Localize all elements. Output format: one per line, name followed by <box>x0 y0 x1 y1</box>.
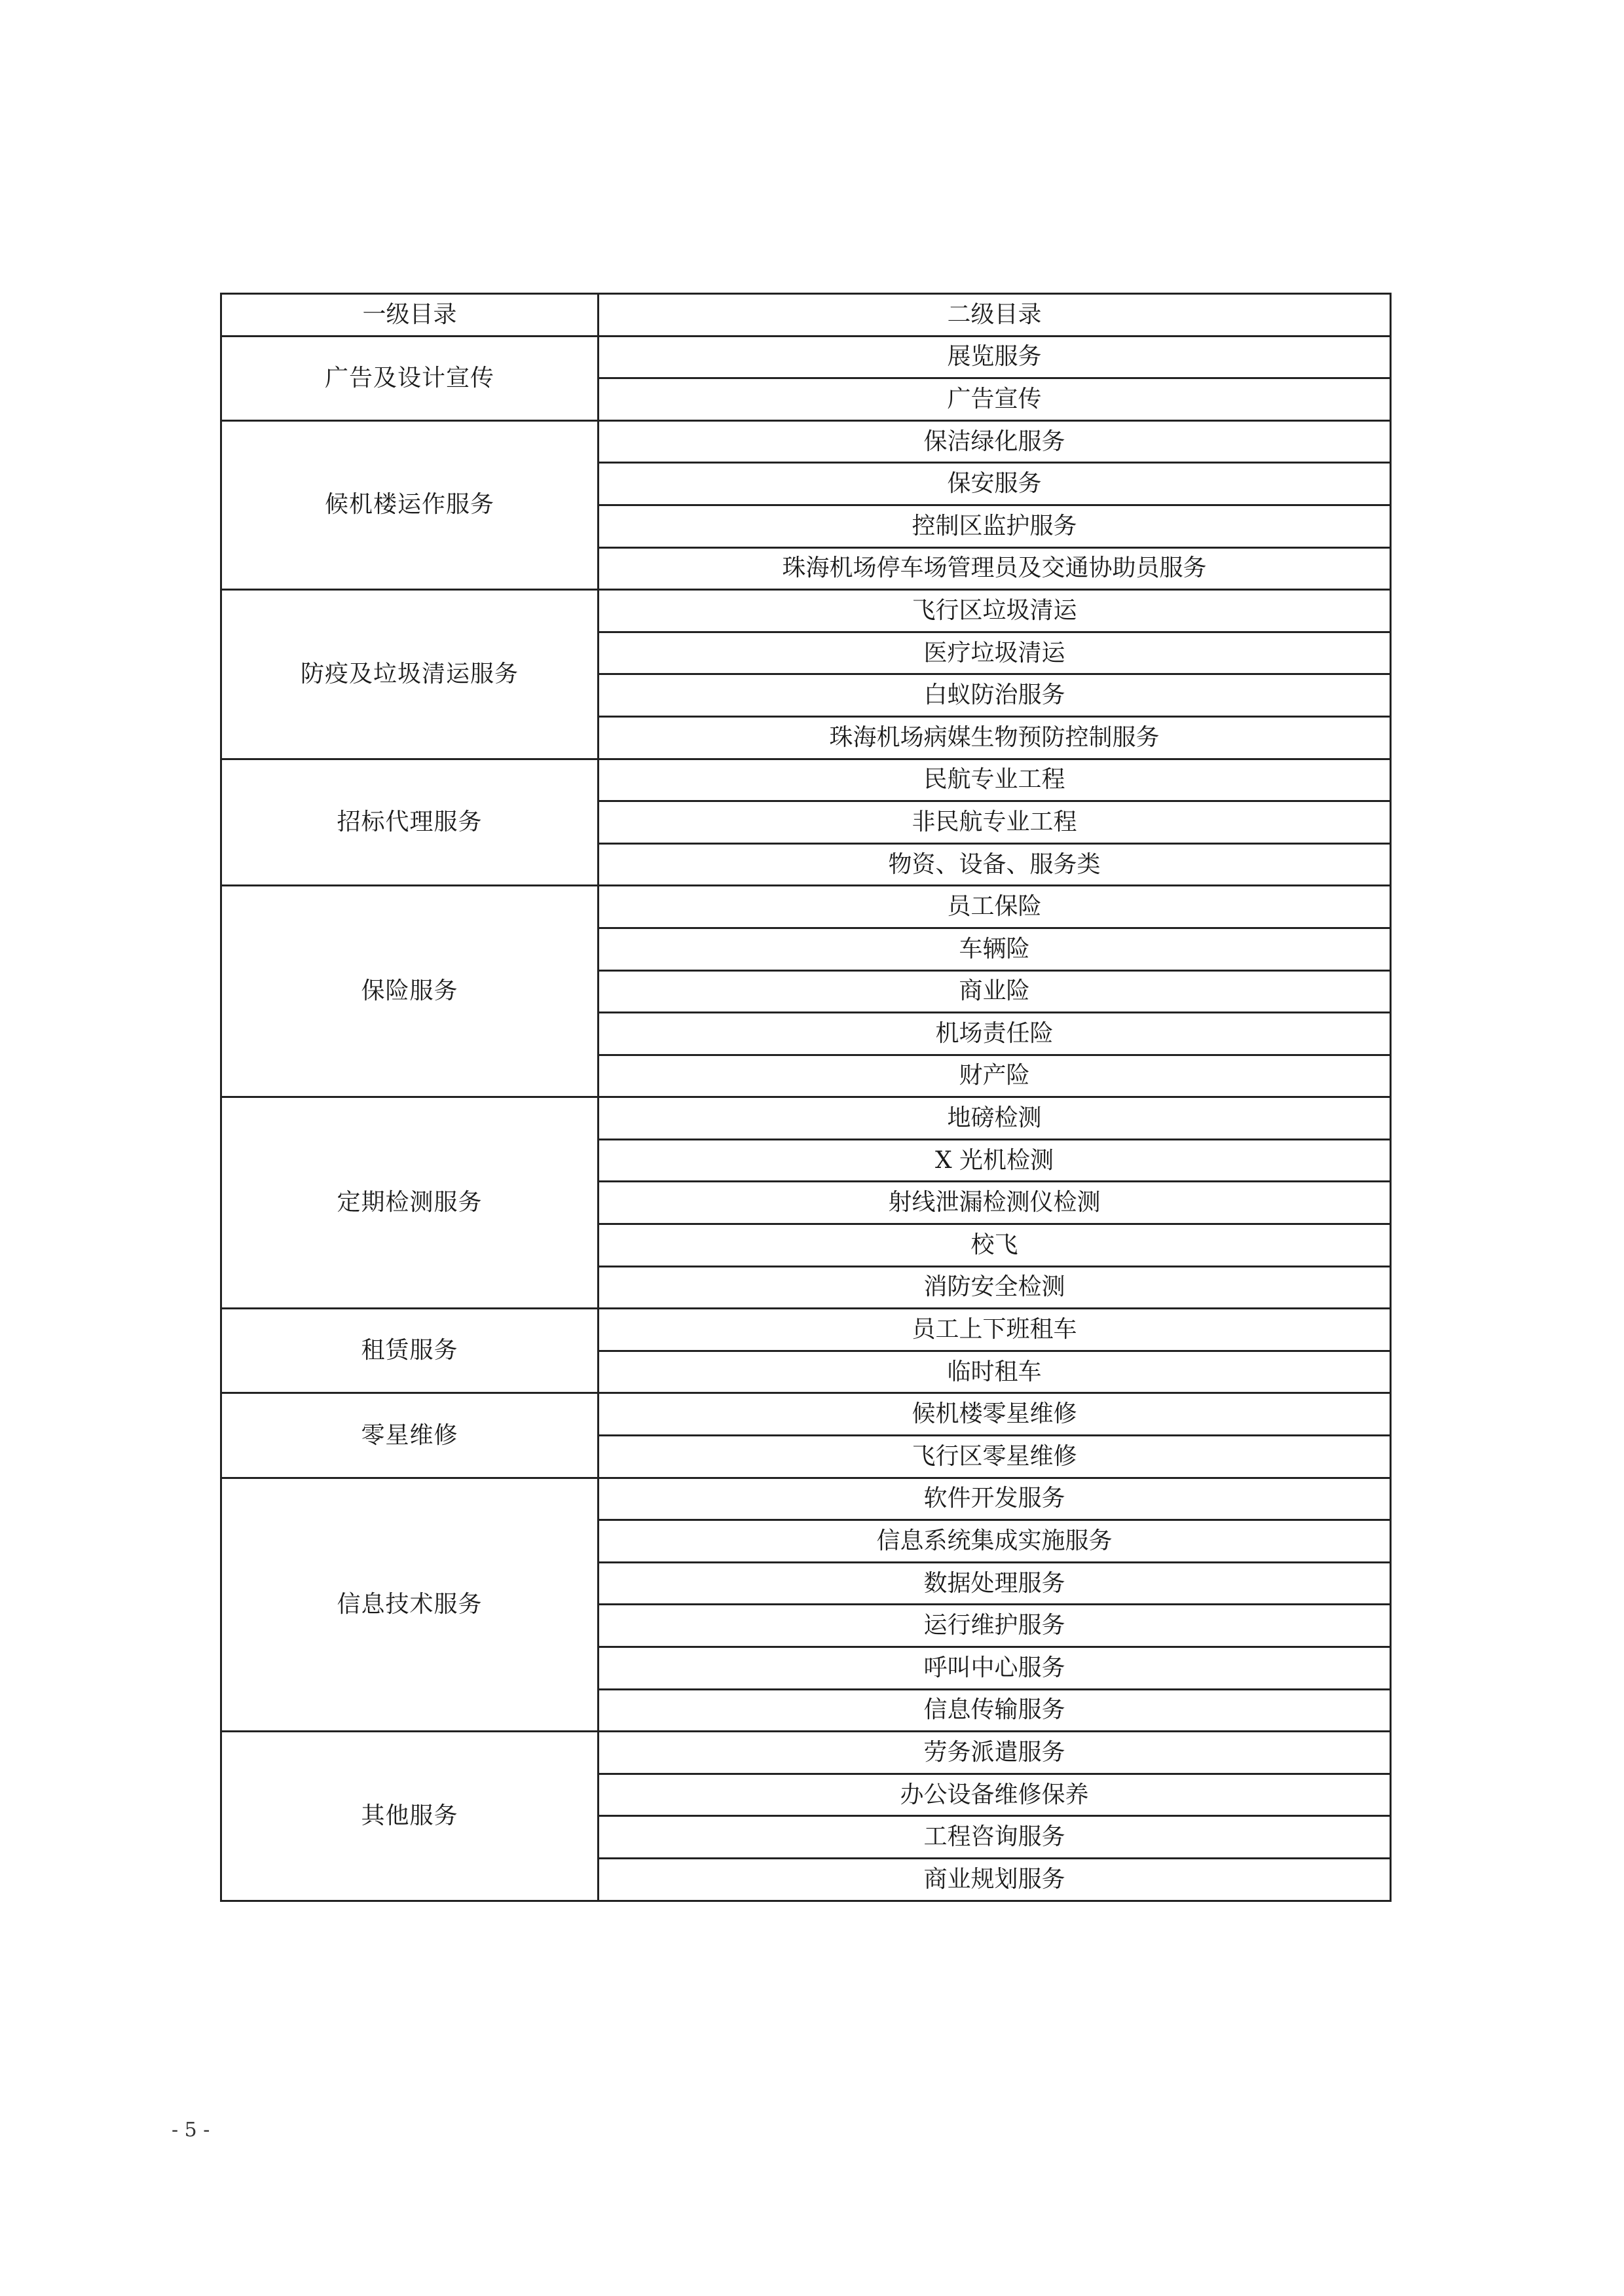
subcategory-cell: 民航专业工程 <box>599 759 1391 801</box>
subcategory-cell: 射线泄漏检测仪检测 <box>599 1182 1391 1224</box>
subcategory-cell: 运行维护服务 <box>599 1605 1391 1647</box>
table-row <box>221 1309 1391 1351</box>
subcategory-cell: 呼叫中心服务 <box>599 1647 1391 1690</box>
category-cell: 保险服务 <box>221 886 599 1097</box>
subcategory-cell: 飞行区垃圾清运 <box>599 590 1391 632</box>
table-row <box>221 1478 1391 1520</box>
subcategory-cell: 白蚁防治服务 <box>599 674 1391 717</box>
table-row <box>221 420 1391 463</box>
subcategory-cell: 员工上下班租车 <box>599 1309 1391 1351</box>
service-catalog-table <box>220 293 1392 1902</box>
category-cell: 候机楼运作服务 <box>221 420 599 589</box>
subcategory-cell: 商业险 <box>599 970 1391 1013</box>
category-cell: 防疫及垃圾清运服务 <box>221 590 599 759</box>
table-row <box>221 1393 1391 1436</box>
category-cell: 其他服务 <box>221 1732 599 1901</box>
subcategory-cell: 非民航专业工程 <box>599 801 1391 844</box>
subcategory-cell: 软件开发服务 <box>599 1478 1391 1520</box>
subcategory-cell: 信息系统集成实施服务 <box>599 1520 1391 1563</box>
category-cell: 定期检测服务 <box>221 1097 599 1309</box>
category-cell: 租赁服务 <box>221 1309 599 1393</box>
header-level2: 二级目录 <box>599 294 1391 337</box>
table-body <box>221 336 1391 1901</box>
subcategory-cell: 医疗垃圾清运 <box>599 632 1391 674</box>
subcategory-cell: 候机楼零星维修 <box>599 1393 1391 1436</box>
subcategory-cell: 财产险 <box>599 1055 1391 1097</box>
table-row <box>221 759 1391 801</box>
subcategory-cell: 办公设备维修保养 <box>599 1774 1391 1816</box>
subcategory-cell: 控制区监护服务 <box>599 505 1391 547</box>
subcategory-cell: 物资、设备、服务类 <box>599 843 1391 886</box>
category-cell: 广告及设计宣传 <box>221 336 599 420</box>
subcategory-cell: 珠海机场病媒生物预防控制服务 <box>599 716 1391 759</box>
page-number: - 5 - <box>172 2119 210 2141</box>
subcategory-cell: 广告宣传 <box>599 378 1391 421</box>
subcategory-cell: 机场责任险 <box>599 1013 1391 1055</box>
table-header-row <box>221 294 1391 337</box>
subcategory-cell: 信息传输服务 <box>599 1689 1391 1732</box>
table-row <box>221 1732 1391 1774</box>
subcategory-cell: 珠海机场停车场管理员及交通协助员服务 <box>599 547 1391 590</box>
subcategory-cell: 车辆险 <box>599 928 1391 970</box>
subcategory-cell: 工程咨询服务 <box>599 1816 1391 1859</box>
subcategory-cell: 消防安全检测 <box>599 1266 1391 1309</box>
table-row <box>221 1097 1391 1140</box>
subcategory-cell: 展览服务 <box>599 336 1391 378</box>
header-level1: 一级目录 <box>221 294 599 337</box>
subcategory-cell: 员工保险 <box>599 886 1391 928</box>
category-cell: 零星维修 <box>221 1393 599 1478</box>
subcategory-cell: 地磅检测 <box>599 1097 1391 1140</box>
table-row <box>221 590 1391 632</box>
subcategory-cell: 校飞 <box>599 1224 1391 1267</box>
category-cell: 信息技术服务 <box>221 1478 599 1732</box>
subcategory-cell: 商业规划服务 <box>599 1858 1391 1901</box>
subcategory-cell: 劳务派遣服务 <box>599 1732 1391 1774</box>
subcategory-cell: 数据处理服务 <box>599 1562 1391 1605</box>
subcategory-cell: 飞行区零星维修 <box>599 1436 1391 1478</box>
subcategory-cell: X 光机检测 <box>599 1139 1391 1182</box>
subcategory-cell: 保安服务 <box>599 463 1391 505</box>
table-row <box>221 886 1391 928</box>
subcategory-cell: 临时租车 <box>599 1351 1391 1393</box>
category-cell: 招标代理服务 <box>221 759 599 886</box>
table-row <box>221 336 1391 378</box>
subcategory-cell: 保洁绿化服务 <box>599 420 1391 463</box>
